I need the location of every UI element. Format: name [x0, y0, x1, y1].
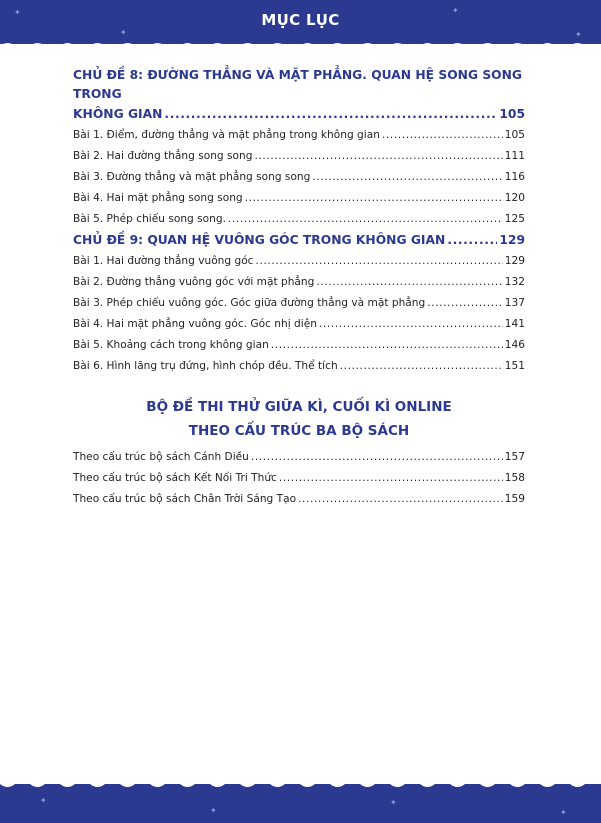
leader-dots [427, 293, 503, 314]
toc-entry[interactable] [73, 447, 525, 468]
leader-dots [251, 447, 503, 468]
leader-dots [228, 209, 503, 230]
leader-dots [256, 251, 503, 272]
lesson-title: Bài 3. Phép chiếu vuông góc. Góc giữa đường thẳng và mặt phẳng [73, 297, 426, 309]
leader-dots [279, 468, 503, 489]
leader-dots [254, 146, 502, 167]
exam-section-header [73, 395, 525, 443]
chapter-8-title: CHỦ ĐỀ 8: ĐƯỜNG THẲNG VÀ MẶT PHẲNG. QUAN HỆ SONG SONG TRONG [73, 68, 523, 101]
page-number: 125 [504, 213, 525, 225]
toc-entry[interactable] [73, 468, 525, 489]
leader-dots [340, 356, 503, 377]
page-number: 111 [504, 150, 525, 162]
page-number: 157 [504, 451, 525, 463]
lesson-title: Bài 2. Hai đường thẳng song song [73, 150, 253, 162]
leader-dots [447, 230, 497, 251]
wave-border-bottom [0, 778, 601, 790]
page-number: 120 [504, 192, 525, 204]
chapter-9-title: CHỦ ĐỀ 9: QUAN HỆ VUÔNG GÓC TRONG KHÔNG GIAN [73, 233, 446, 247]
lesson-title: Bài 5. Khoảng cách trong không gian [73, 339, 269, 351]
toc-entry[interactable] [73, 356, 525, 377]
lesson-title: Bài 3. Đường thẳng và mặt phẳng song song [73, 171, 311, 183]
toc-entry[interactable] [73, 314, 525, 335]
exam-entry-title: Theo cấu trúc bộ sách Cánh Diều [73, 451, 249, 463]
toc-entry[interactable] [73, 251, 525, 272]
exam-section-title-2: THEO CẤU TRÚC BA BỘ SÁCH [188, 423, 410, 439]
page-number: 116 [504, 171, 525, 183]
toc-entry[interactable] [73, 125, 525, 146]
page-number: 105 [504, 129, 525, 141]
lesson-title: Bài 1. Hai đường thẳng vuông góc [73, 255, 254, 267]
toc-entry[interactable] [73, 489, 525, 510]
lesson-title: Bài 5. Phép chiếu song song. [73, 213, 226, 225]
leader-dots [382, 125, 503, 146]
toc-entry[interactable] [73, 167, 525, 188]
chapter-8-line[interactable] [73, 104, 525, 125]
leader-dots [271, 335, 503, 356]
table-of-contents [73, 66, 525, 510]
page-number: 146 [504, 339, 525, 351]
toc-entry[interactable] [73, 188, 525, 209]
chapter-8-page: 105 [499, 107, 525, 121]
page-number: 151 [504, 360, 525, 372]
toc-entry[interactable] [73, 272, 525, 293]
lesson-title: Bài 4. Hai mặt phẳng vuông góc. Góc nhị diện [73, 318, 317, 330]
leader-dots [298, 489, 503, 510]
toc-entry[interactable] [73, 293, 525, 314]
page-header: MỤC LỤC ✦ ✦ ✦ ✦ [0, 0, 601, 46]
lesson-title: Bài 4. Hai mặt phẳng song song [73, 192, 243, 204]
leader-dots [319, 314, 503, 335]
page-title: MỤC LỤC [261, 11, 340, 29]
exam-entry-title: Theo cấu trúc bộ sách Chân Trời Sáng Tạo [73, 493, 297, 505]
leader-dots [312, 167, 502, 188]
chapter-8-title-cont: KHÔNG GIAN [73, 107, 163, 121]
exam-entry-title: Theo cấu trúc bộ sách Kết Nối Tri Thức [73, 472, 277, 484]
exam-section-title-1: BỘ ĐỀ THI THỬ GIỮA KÌ, CUỐI KÌ ONLINE [146, 399, 452, 415]
page-number: 137 [504, 297, 525, 309]
leader-dots [245, 188, 503, 209]
toc-entry[interactable] [73, 146, 525, 167]
page-number: 159 [504, 493, 525, 505]
lesson-title: Bài 2. Đường thẳng vuông góc với mặt phẳng [73, 276, 315, 288]
page-number: 129 [504, 255, 525, 267]
toc-entry[interactable] [73, 335, 525, 356]
leader-dots [316, 272, 502, 293]
page-number: 141 [504, 318, 525, 330]
chapter-9-line[interactable] [73, 230, 525, 251]
page-number: 132 [504, 276, 525, 288]
chapter-9-page: 129 [499, 233, 525, 247]
leader-dots [164, 104, 497, 125]
page-number: 158 [504, 472, 525, 484]
lesson-title: Bài 6. Hình lăng trụ đứng, hình chóp đều. Thể tích [73, 360, 338, 372]
toc-entry[interactable] [73, 209, 525, 230]
lesson-title: Bài 1. Điểm, đường thẳng và mặt phẳng trong không gian [73, 129, 380, 141]
wave-border-top [0, 40, 601, 52]
